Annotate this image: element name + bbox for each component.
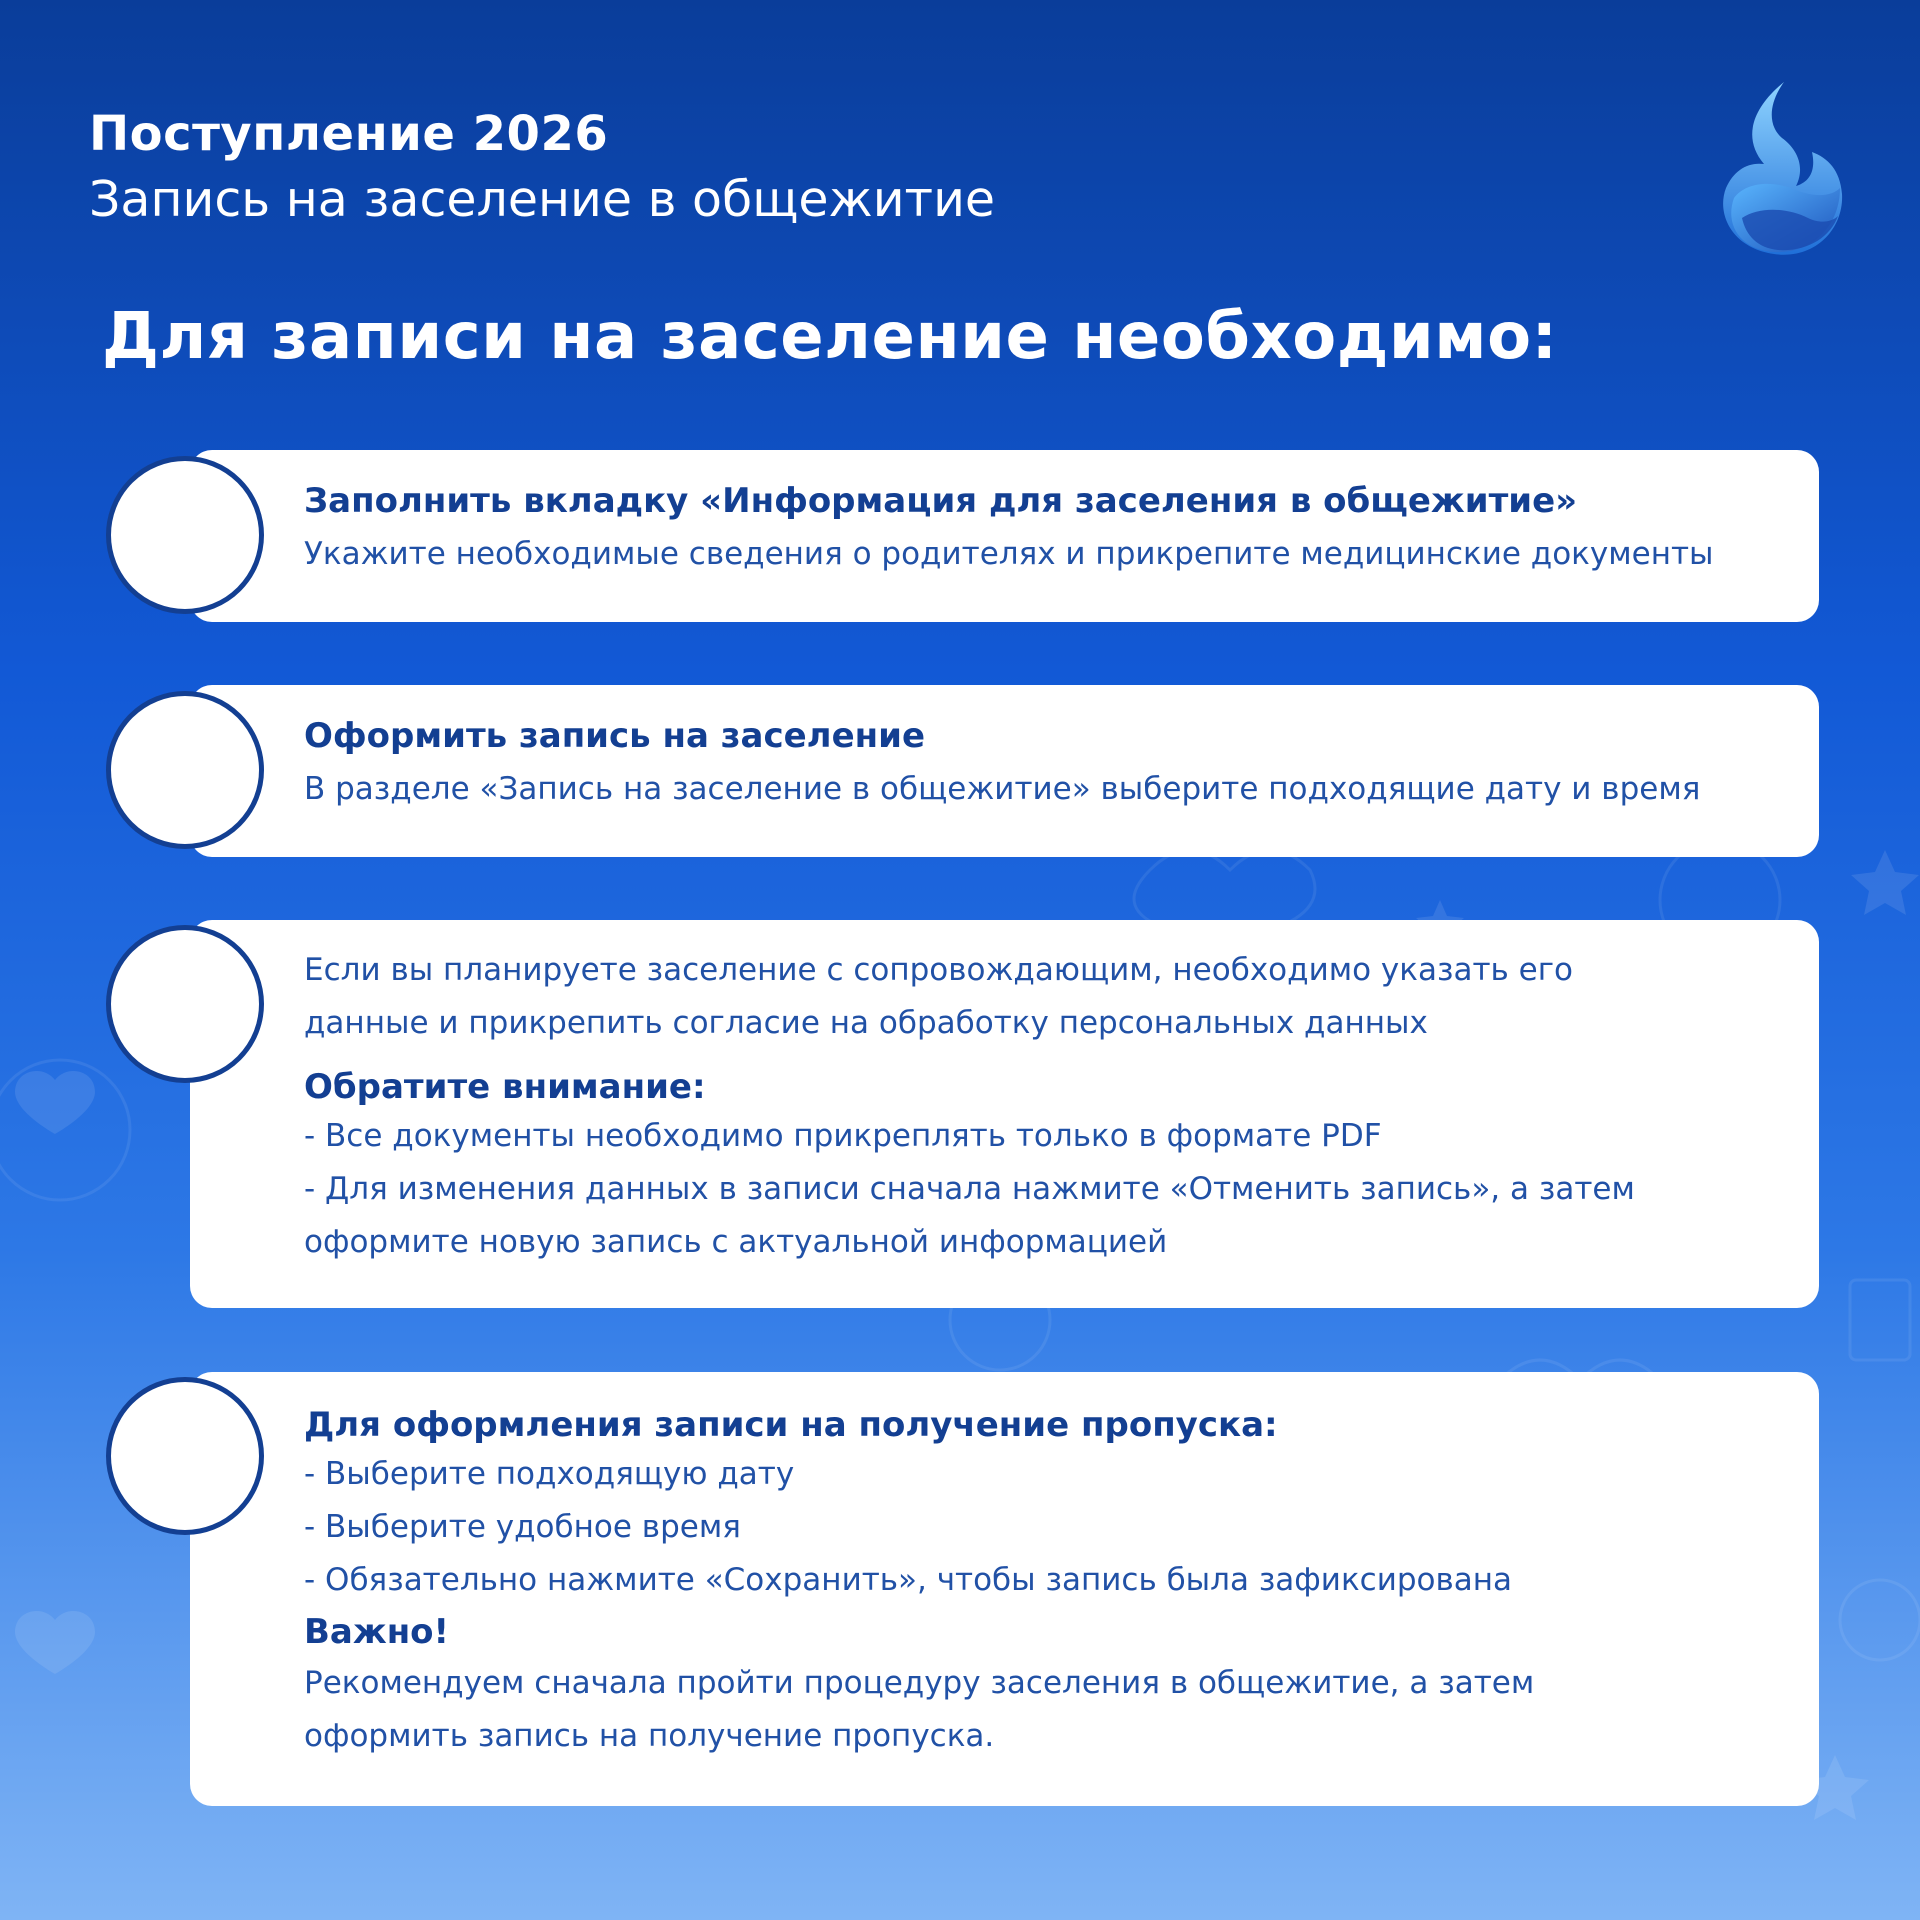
step-3-text-line-1: Если вы планируете заселение с сопровождающим, необходимо указать его (304, 952, 1573, 988)
step-4-important-line-2: оформить запись на получение пропуска. (304, 1718, 995, 1754)
step-3-note-item-1: - Все документы необходимо прикреплять только в формате PDF (304, 1118, 1382, 1154)
step-4-circle (106, 1377, 264, 1535)
step-2-text: В разделе «Запись на заселение в общежитие» выберите подходящие дату и время (304, 771, 1701, 807)
star-doodle (1851, 850, 1919, 915)
step-1-text: Укажите необходимые сведения о родителях и прикрепите медицинские документы (304, 536, 1714, 572)
step-3-circle (106, 925, 264, 1083)
step-4-item-2: - Выберите удобное время (304, 1509, 741, 1545)
main-title: Для записи на заселение необходимо: (102, 300, 1558, 374)
step-card-2 (190, 685, 1819, 857)
step-1-circle (106, 456, 264, 614)
header (89, 104, 995, 232)
flame-logo-icon (1712, 78, 1848, 258)
step-4-item-3: - Обязательно нажмите «Сохранить», чтобы запись была зафиксирована (304, 1562, 1513, 1598)
step-4-important-line-1: Рекомендуем сначала пройти процедуру заселения в общежитие, а затем (304, 1665, 1535, 1701)
step-card-4 (190, 1372, 1819, 1806)
step-card-1 (190, 450, 1819, 622)
step-3-note-item-2-line-1: - Для изменения данных в записи сначала нажмите «Отменить запись», а затем (304, 1171, 1635, 1207)
step-3-text-line-2: данные и прикрепить согласие на обработку персональных данных (304, 1005, 1428, 1041)
step-3-note-heading: Обратите внимание: (304, 1067, 706, 1107)
heart-doodle-2 (15, 1611, 95, 1674)
step-4-important-heading: Важно! (304, 1612, 450, 1652)
step-3-note-item-2-line-2: оформите новую запись с актуальной информацией (304, 1224, 1168, 1260)
heart-doodle (15, 1071, 95, 1134)
step-1-heading: Заполнить вкладку «Информация для заселения в общежитие» (304, 481, 1578, 521)
step-card-3 (190, 920, 1819, 1308)
step-2-heading: Оформить запись на заселение (304, 716, 926, 756)
header-subtitle: Запись на заселение в общежитие (89, 171, 996, 228)
header-title: Поступление 2026 (89, 106, 609, 162)
step-4-heading: Для оформления записи на получение пропуска: (304, 1405, 1278, 1445)
step-4-item-1: - Выберите подходящую дату (304, 1456, 795, 1492)
step-2-circle (106, 691, 264, 849)
